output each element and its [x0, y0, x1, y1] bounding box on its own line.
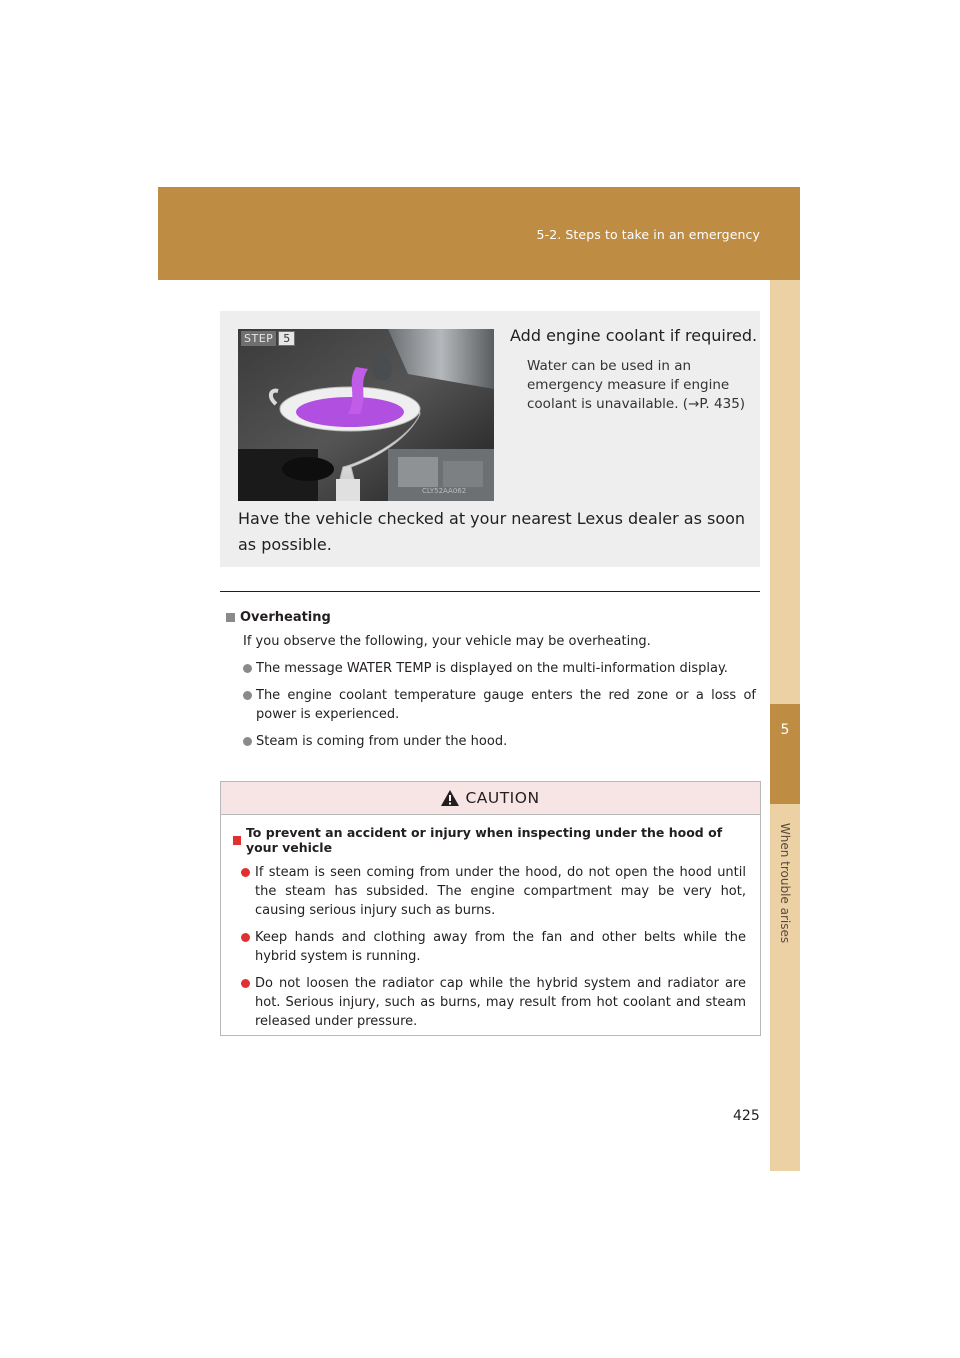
caution-title: CAUTION [465, 789, 540, 807]
caution-body [221, 815, 760, 1031]
page-number: 425 [733, 1108, 760, 1124]
coolant-pouring-photo [238, 329, 494, 501]
step-description: Water can be used in an emergency measure if engine coolant is unavailable. (→P. 435) [527, 358, 746, 412]
caution-header [221, 782, 760, 815]
step-number: 5 [278, 331, 295, 346]
list-item-text: If steam is seen coming from under the hood, do not open the hood until the steam has subsided. The engine compartment may be very hot, causing serious injury such as burns. [255, 865, 746, 918]
chapter-number: 5 [780, 722, 790, 738]
square-bullet-icon [233, 836, 241, 845]
caution-box [220, 781, 761, 1036]
warning-triangle-icon [441, 790, 459, 806]
list-item [243, 659, 756, 678]
step-footer-text: Have the vehicle checked at your nearest Lexus dealer as soon as possible. [238, 509, 746, 554]
bullet-icon [241, 979, 250, 988]
list-item [243, 686, 756, 724]
square-bullet-icon [226, 613, 235, 622]
list-item [241, 863, 746, 920]
list-item [241, 974, 746, 1031]
list-item [241, 928, 746, 966]
chapter-number-tab [770, 704, 800, 804]
coolant-funnel-illustration [238, 329, 494, 501]
image-code: CLY52AA062 [422, 487, 467, 495]
overheating-intro: If you observe the following, your vehicle may be overheating. [243, 634, 651, 649]
section-divider [220, 591, 760, 592]
list-item-text: The engine coolant temperature gauge enters the red zone or a loss of power is experienced. [256, 688, 756, 722]
overheating-heading-text: Overheating [240, 610, 331, 625]
caution-heading-text: To prevent an accident or injury when inspecting under the hood of your vehicle [245, 825, 723, 855]
list-item-text: The message WATER TEMP is displayed on the multi-information display. [256, 661, 728, 676]
caution-heading [233, 825, 746, 855]
step-badge [241, 331, 295, 346]
bullet-icon [243, 737, 252, 746]
list-item-text: Keep hands and clothing away from the fan and other belts while the hybrid system is running. [255, 930, 746, 964]
bullet-icon [241, 868, 250, 877]
list-item-text: Do not loosen the radiator cap while the hybrid system and radiator are hot. Serious injury, such as burns, may result from hot coolant and steam released under pressure. [255, 976, 746, 1029]
section-title: 5-2. Steps to take in an emergency [536, 227, 760, 242]
chapter-label [771, 820, 799, 945]
bullet-icon [243, 664, 252, 673]
bullet-icon [241, 933, 250, 942]
bullet-icon [243, 691, 252, 700]
overheating-section [226, 610, 756, 751]
chapter-label-text: When trouble arises [778, 822, 792, 943]
list-item-text: Steam is coming from under the hood. [256, 734, 508, 749]
header-band [158, 187, 800, 280]
list-item [243, 732, 756, 751]
step-label: STEP [241, 331, 276, 346]
overheating-heading [226, 610, 756, 625]
step-title: Add engine coolant if required. [510, 326, 758, 345]
